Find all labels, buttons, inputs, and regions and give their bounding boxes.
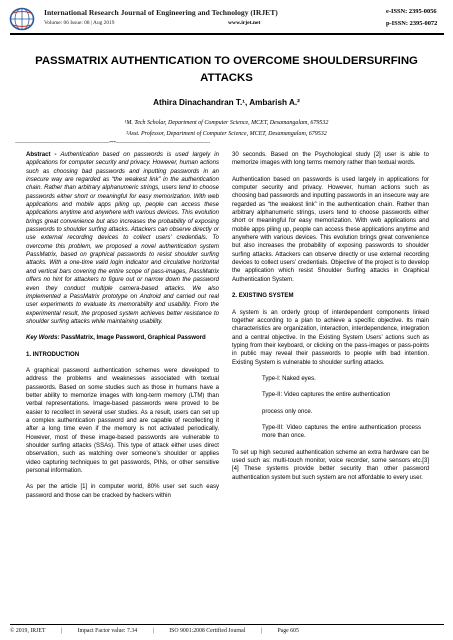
footer-rule: [10, 624, 444, 625]
introduction-paragraph-1: A graphical password authentication schemes were developed to address the problems and weaknesses associated with textual passwords. Based on some studies such as those in humans have a better ability to memorize images with long-term memory (LTM) than verbal representations. Image-based passwords were proved to be easier to recollect in several user studies. As a result, users can set up a complex authentication password and are capable of recollecting it after a long time even if the memory is not activated periodically. However, most of these image-based passwords are vulnerable to shoulder surfing attacks (SSAs). This type of attack either uses direct observation, such as watching over someone’s shoulder or applies video capturing techniques to get passwords, PINs, or other sensitive personal information.: [26, 367, 219, 475]
journal-volume: Volume: 06 Issue: 08 | Aug 2019: [44, 20, 115, 26]
irjet-logo-icon: [9, 7, 35, 31]
keywords: [26, 334, 219, 342]
footer-separator: |: [260, 628, 262, 634]
introduction-paragraph-2: As per the article [1] in computer world, 80% user set such easy password and those can be cracked by hackers within: [26, 484, 219, 499]
p-issn: p-ISSN: 2395-0072: [386, 20, 438, 27]
keywords-text: PassMatrix, Image Password, Graphical Password: [59, 335, 206, 342]
journal-title: International Research Journal of Engineering and Technology (IRJET): [44, 8, 278, 17]
paper-authors: Athira Dinachandran T.¹, Ambarish A.²: [153, 98, 300, 107]
page-footer: [10, 628, 444, 634]
introduction-heading: 1. INTRODUCTION: [26, 351, 80, 358]
abstract-text: Authentication based on passwords is used largely in applications for computer security and privacy. However, human actions such as choosing bad passwords and inputting passwords in an insecure way are regarded as “the weakest link” in the authentication chain. Rather than arbitrary alphanumeric strings, users tend to choose passwords either short or meaningful for easy memorization. With web applications and mobile apps piling up, people can access these applications anytime and anywhere with various devices. This evolution brings great convenience but also increases the probability of exposing passwords to shoulder surfing attacks. Attackers can observe directly or use external recording devices to collect users’ credentials. To overcome this problem, we proposed a novel authentication system PassMatrix, based on graphical passwords to resist shoulder surfing attacks. With a one-time valid login indicator and circulative horizontal and vertical bars covering the entire scope of pass-images, PassMatrix offers no hint for attackers to figure out or narrow down the password even they conduct multiple camera-based attacks. We also implemented a PassMatrix prototype on Android and carried out real user experiments to evaluate its memorability and usability. From the experimental result, the proposed system achieves better resistance to shoulder surfing attacks while maintaining usability.: [26, 152, 219, 325]
existing-system-heading: 2. EXISTING SYSTEM: [232, 293, 294, 300]
footer-separator: |: [152, 628, 154, 634]
attack-type-1: Type-I: Naked eyes.: [262, 375, 316, 382]
affiliation-1: ¹M. Tech Scholar, Department of Computer Science, MCET, Desamangalam, 679532: [124, 120, 329, 126]
footer-impact-factor: Impact Factor value: 7.34: [77, 628, 138, 634]
footer-separator: |: [60, 628, 63, 634]
footer-copyright: © 2019, IRJET: [10, 628, 46, 634]
paper-title: PASSMATRIX AUTHENTICATION TO OVERCOME SHOULDERSURFING ATTACKS: [35, 55, 418, 84]
existing-system-paragraph: A system is an orderly group of interdependent components linked together according to a plan to achieve a specific objective. Its main characteristics are organization, interaction, interdependence, integration and a central objective. In the Existing System Users’ actions such as typing from their keyboard, or clicking on the pass-images or pass-points in public may reveal their passwords to people with bad intention. Existing System is vulnerable to shoulder surfing attacks.: [232, 309, 429, 366]
affiliation-2: ²Asst. Professor, Department of Computer Science, MCET, Desamangalam, 679532: [126, 131, 327, 137]
e-issn: e-ISSN: 2395-0056: [386, 8, 437, 15]
left-column: [26, 151, 219, 508]
attack-type-2: [232, 391, 429, 399]
footer-page-number: Page 605: [277, 628, 299, 634]
attack-type-2-line-1: Type-II: Video captures the entire authentication: [262, 392, 391, 399]
right-paragraph-1: 30 seconds. Based on the Psychological study [2] user is able to memorize images with long terms memory rather than textual words.: [232, 152, 429, 167]
abstract: [26, 151, 219, 326]
section-divider: ---------------------------------------------------------------------***---------------------------------------------------------------------: [15, 141, 210, 146]
right-paragraph-2: Authentication based on passwords is used largely in applications for computer security and privacy. However, human actions such as choosing bad passwords and inputting passwords in an insecure way are regarded as “the weakest link” in the authentication chain. Rather than arbitrary alphanumeric strings, users tend to choose passwords either short or meaningful for easy memorization. With web applications and mobile apps piling up, people can access these applications anytime and anywhere with various devices. This evolution brings great convenience but also increases the probability of exposing passwords to shoulder surfing attacks. Attackers can observe directly or use external recording devices to collect users’ credentials. Objective of the project is to develop the application which resist Shoulder Surfing attacks in Graphical Authentication System.: [232, 176, 429, 283]
attack-type-3: Type-III: Video captures the entire authentication process more than once.: [262, 424, 421, 440]
right-column: [232, 151, 429, 490]
abstract-label: Abstract -: [26, 152, 57, 158]
header-rule: [10, 33, 444, 35]
journal-header: [0, 0, 453, 40]
journal-website[interactable]: www.irjet.net: [228, 20, 261, 26]
footer-iso: ISO 9001:2008 Certified Journal: [169, 628, 246, 634]
attack-type-2-continued: process only once.: [262, 408, 313, 415]
keywords-label: Key Words:: [26, 335, 60, 342]
right-paragraph-4: To set up high secured authentication scheme an extra hardware can be used such as: multi-touch monitor, voice recorder, some sensors etc.[3][4] These systems provide better security than other password authentication system but such system are not affordable to every user.: [232, 449, 429, 481]
